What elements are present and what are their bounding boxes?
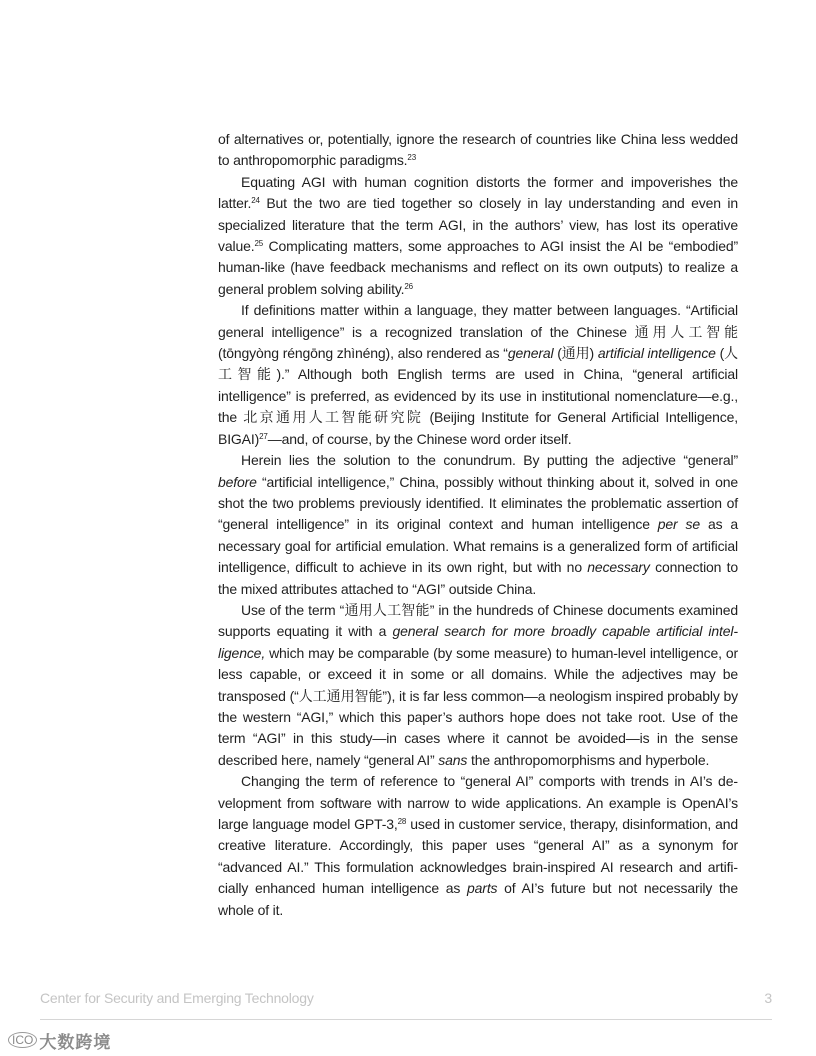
text-run: Complicating matters, some approaches to AGI insist the AI be “embodied” human-like (have feedback mechanisms and reflect on its own outputs) to realize a general problem solving ability. [218,238,738,297]
text-run: (人工智能).” Although both English terms are used in China, “general artificial intelligence” is preferred, as evidenced by its use in institutional nomenclature—e.g., the 北京通用人工智能研究院 (Beijing Institute for General Artificial Intelligence, BIGAI) [218,345,738,447]
paragraph [218,300,738,450]
watermark-logo-icon: ICO [8,1032,37,1048]
paragraph [218,771,738,921]
text-run: of AI’s future but not necessarily the whole of it. [218,880,738,918]
body-text [218,129,738,921]
page-number: 3 [764,990,772,1006]
text-run: —and, of course, by the Chinese word order itself. [267,430,572,447]
watermark-text: 大数跨境 [39,1032,112,1052]
text-run: (通用) [553,345,598,362]
text-run: as a necessary goal for artificial emulation. What remains is a generalized form of artificial intelligence, difficult to achieve in its own right, but with no [218,516,739,576]
page-footer [40,990,772,1010]
italic-text: sans [438,751,468,768]
paragraph [218,129,738,172]
italic-text: general [507,345,554,362]
text-run: Changing the term of reference to “general AI” comports with trends in AI’s development from software with narrow to wide applications. An example is OpenAI’s large language model GPT-3, [218,773,738,832]
text-run: used in customer service, therapy, disinformation, and creative literature. Accordingly, this paper uses “general AI” as a synonym for “advanced AI.” This formulation acknowledges brain-inspired AI research and artificially enhanced human intelligence as [218,816,738,897]
footer-organization: Center for Security and Emerging Technology [40,990,314,1006]
italic-text: parts [467,880,498,897]
footnote-ref: 24 [251,196,260,206]
text-run: connection to the mixed attributes attached to “AGI” outside China. [218,559,739,597]
text-run: If definitions matter within a language, they matter between languages. “Artificial general intelligence” is a recognized translation of the Chinese 通用人工智能 (tōngyòng réngōng zhìnéng), also rendered as “ [218,302,738,362]
text-run: Herein lies the solution to the conundrum. By putting the adjective “general” [241,452,738,469]
paragraph [218,172,738,300]
footnote-ref: 25 [254,239,264,249]
text-run: But the two are tied together so closely in lay understanding and even in specialized literature that the term AGI, in the authors’ view, has lost its operative value. [218,195,738,255]
footnote-ref: 26 [404,281,413,291]
footer-divider [40,1019,772,1020]
paragraph [218,600,738,771]
text-run: of alternatives or, potentially, ignore the research of countries like China less wedded to anthropomorphic paradigms. [218,131,738,169]
text-run: the anthropomorphisms and hyperbole. [467,751,710,768]
italic-text: artificial intelligence [597,345,716,362]
text-run: which may be comparable (by some measure) to human-level intelligence, or less capable, or exceed it in some or all domains. While the adjectives may be transposed (“人工通用智能”), it is far less common—a neologism inspired probably by the western “AGI,” which this paper’s authors hope does not take root. Use of the term “AGI” in this study—in cases where it cannot be avoided—is in the sense described here, namely “general AI” [218,644,738,768]
text-run: “artificial intelligence,” China, possibly without thinking about it, solved in one shot the two problems previously identified. It eliminates the problematic assertion of “general intelligence” in its original context and human intelligence [218,473,738,533]
italic-text: per se [657,516,700,533]
italic-text: necessary [587,559,650,576]
footnote-ref: 28 [397,817,407,826]
italic-text: general search for more broadly capable artificial intelligence, [218,623,738,661]
footnote-ref: 27 [259,431,268,441]
italic-text: before [218,473,257,490]
footnote-ref: 23 [407,153,417,163]
text-run: Equating AGI with human cognition distorts the former and impoverishes the latter. [218,173,738,212]
text-run: Use of the term “通用人工智能” in the hundreds of Chinese documents examined supports equating it with a [218,601,738,640]
paragraph [218,450,738,600]
watermark [8,1028,111,1052]
